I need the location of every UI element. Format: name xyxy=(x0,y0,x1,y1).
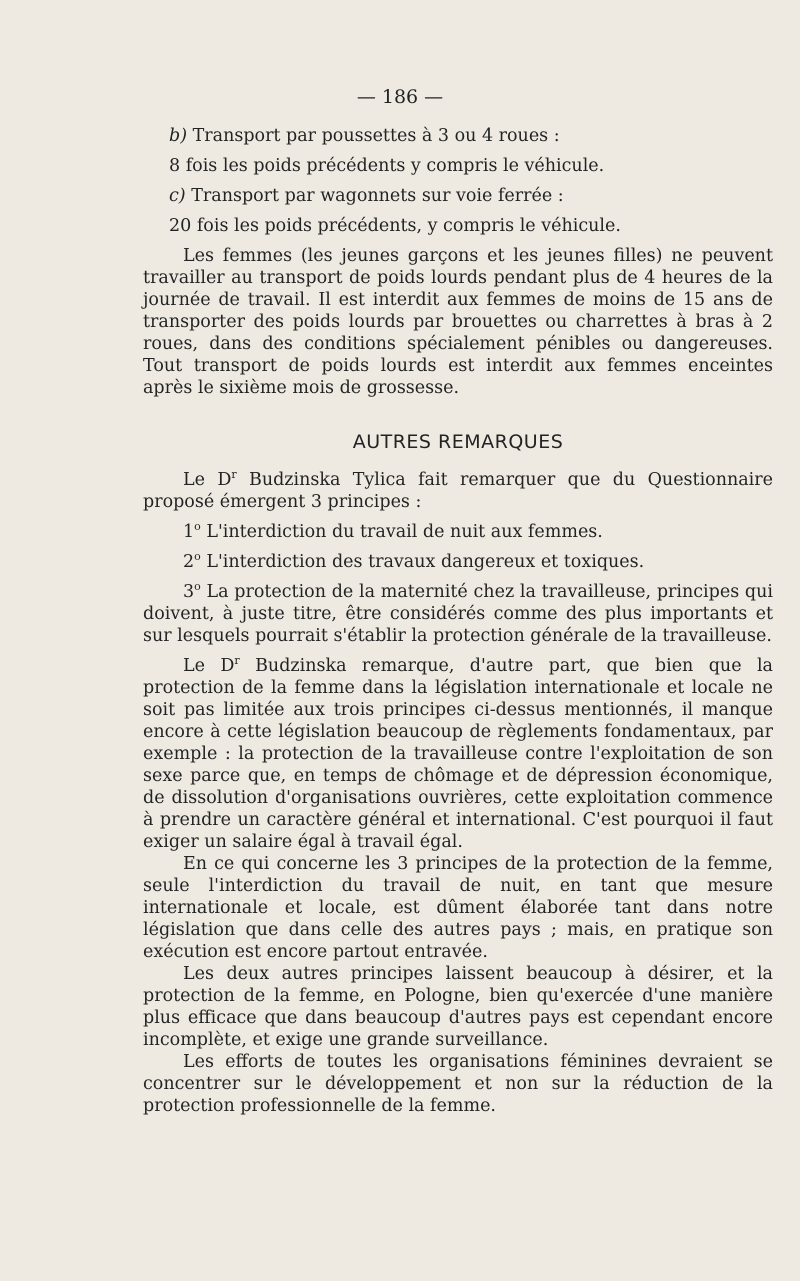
remark2-dr: Le D xyxy=(183,656,235,676)
transport-b-text: Transport par poussettes à 3 ou 4 roues : xyxy=(192,126,560,146)
principle-2-num: 2 xyxy=(183,552,195,572)
transport-c-detail: 20 fois les poids précédents, y compris le véhicule. xyxy=(169,216,621,236)
remark1-dr-sup: r xyxy=(231,468,237,482)
remark2-text: Budzinska remarque, d'autre part, que bien que la protection de la femme dans la législation internationale et locale ne soit pas limitée aux trois principes ci-dessus mentionnés, il manque encore à cette législation beaucoup de règlements fondamentaux, par exemple : la protection de la travailleuse contre l'exploitation de son sexe parce que, en temps de chômage et de dépression économique, de dissolution d'organisations ouvrières, cette exploitation commence à prendre un caractère général et international. C'est pourquoi il faut exiger un salaire égal à travail égal. xyxy=(143,656,773,852)
principle-3-num: 3 xyxy=(183,582,195,602)
principle-2-sup: o xyxy=(194,550,201,564)
transport-b-label: b) xyxy=(169,126,188,146)
transport-c xyxy=(169,185,773,207)
principle-3-sup: o xyxy=(194,580,201,594)
paragraph-other-principles: Les deux autres principes laissent beaucoup à désirer, et la protection de la femme, en Pologne, bien qu'exercée d'une manière plus efficace que dans beaucoup d'autres pays est cependant encore incomplète, et exige une grande surveillance. xyxy=(143,964,773,1050)
principle-3-text: La protection de la maternité chez la travailleuse, principes qui doivent, à juste titre, être considérés comme des plus importants et sur lesquels pourrait s'établir la protection générale de la travailleuse. xyxy=(143,582,773,646)
transport-b-detail: 8 fois les poids précédents y compris le véhicule. xyxy=(169,156,605,176)
principle-2 xyxy=(143,551,773,573)
paragraph-efforts: Les efforts de toutes les organisations féminines devraient se concentrer sur le développement et non sur la réduction de la protection professionnelle de la femme. xyxy=(143,1052,773,1116)
paragraph-women-transport: Les femmes (les jeunes garçons et les jeunes filles) ne peuvent travailler au transport de poids lourds pendant plus de 4 heures de la journée de travail. Il est interdit aux femmes de moins de 15 ans de transporter des poids lourds par brouettes ou charrettes à bras à 2 roues, dans des conditions spécialement pénibles ou dangereuses. Tout transport de poids lourds est interdit aux femmes enceintes après le sixième mois de grossesse. xyxy=(143,246,773,398)
remark-principles xyxy=(143,469,773,513)
principle-1-sup: o xyxy=(194,520,201,534)
transport-b xyxy=(169,125,773,147)
remark-legislation xyxy=(143,655,773,853)
remark1-dr: Le D xyxy=(183,470,232,490)
principle-2-text: L'interdiction des travaux dangereux et toxiques. xyxy=(200,552,645,572)
remark1-text: Budzinska Tylica fait remarquer que du Questionnaire proposé émergent 3 principes : xyxy=(143,470,773,512)
principle-1 xyxy=(143,521,773,543)
transport-c-label: c) xyxy=(169,186,186,206)
principle-3 xyxy=(143,581,773,647)
page-body xyxy=(143,125,773,1117)
page-number: — 186 — xyxy=(356,86,444,108)
paragraph-night-work: En ce qui concerne les 3 principes de la protection de la femme, seule l'interdiction du travail de nuit, en tant que mesure internationale et locale, est dûment élaborée tant dans notre législation que dans celle des autres pays ; mais, en pratique son exécution est encore partout entravée. xyxy=(143,854,773,962)
section-heading: AUTRES REMARQUES xyxy=(352,431,564,453)
principle-1-num: 1 xyxy=(183,522,195,542)
transport-c-text: Transport par wagonnets sur voie ferrée : xyxy=(191,186,564,206)
remark2-dr-sup: r xyxy=(234,654,240,668)
principle-1-text: L'interdiction du travail de nuit aux femmes. xyxy=(200,522,603,542)
